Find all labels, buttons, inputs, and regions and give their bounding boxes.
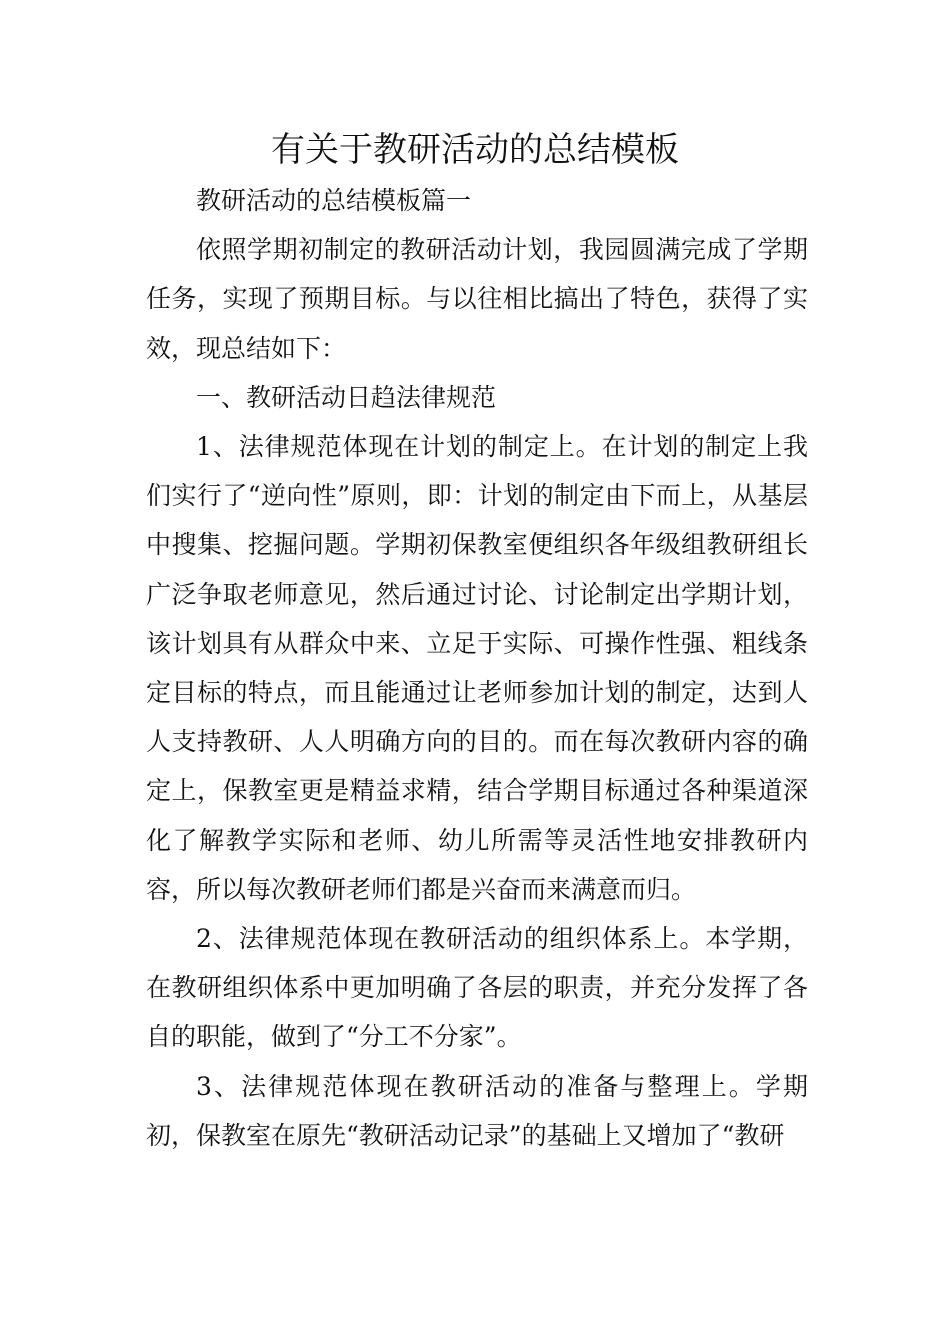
document-title: 有关于教研活动的总结模板 bbox=[271, 130, 679, 170]
document-body bbox=[146, 176, 808, 1160]
section-subtitle: 教研活动的总结模板篇一 bbox=[196, 186, 472, 215]
point-3-paragraph: 3、法律规范体现在教研活动的准备与整理上。学期初，保教室在原先“教研活动记录”的基础上又增加了“教研 bbox=[146, 1071, 808, 1150]
intro-paragraph: 依照学期初制定的教研活动计划，我园圆满完成了学期任务，实现了预期目标。与以往相比搞出了特色，获得了实效，现总结如下： bbox=[146, 235, 808, 363]
point-1-paragraph: 1、法律规范体现在计划的制定上。在计划的制定上我们实行了“逆向性”原则，即：计划的制定由下而上，从基层中搜集、挖掘问题。学期初保教室便组织各年级组教研组长广泛争取老师意见，然后通过讨论、讨论制定出学期计划，该计划具有从群众中来、立足于实际、可操作性强、粗线条定目标的特点，而且能通过让老师参加计划的制定，达到人人支持教研、人人明确方向的目的。而在每次教研内容的确定上，保教室更是精益求精，结合学期目标通过各种渠道深化了解教学实际和老师、幼儿所需等灵活性地安排教研内容，所以每次教研老师们都是兴奋而来满意而归。 bbox=[146, 432, 808, 904]
section-heading: 一、教研活动日趋法律规范 bbox=[196, 382, 497, 412]
point-2-paragraph: 2、法律规范体现在教研活动的组织体系上。本学期，在教研组织体系中更加明确了各层的职责，并充分发挥了各自的职能，做到了“分工不分家”。 bbox=[146, 924, 808, 1052]
